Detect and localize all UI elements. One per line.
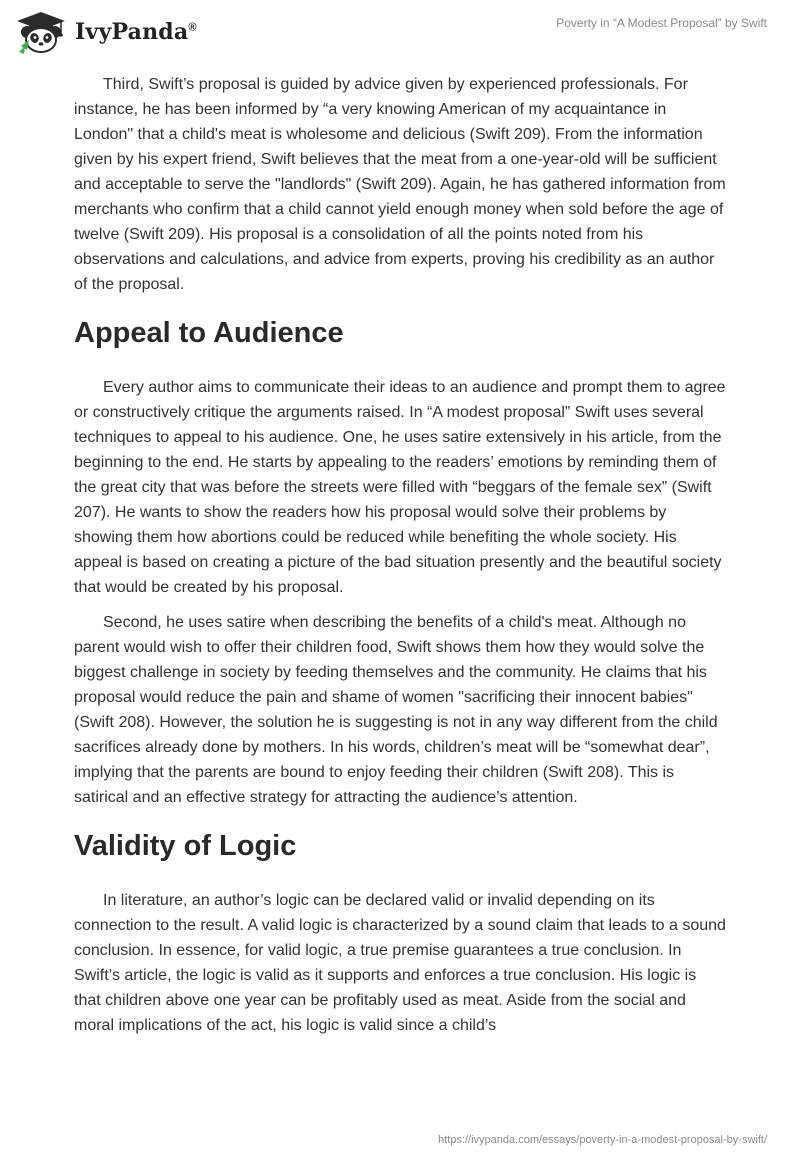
registered-mark: ® bbox=[188, 21, 197, 34]
source-url-link[interactable]: https://ivypanda.com/essays/poverty-in-a-modest-proposal-by-swift/ bbox=[438, 1134, 767, 1146]
paragraph-credibility: Third, Swift’s proposal is guided by advice given by experienced professionals. For instance, he has been informed by “a very knowing American of my acquaintance in London" that a child's meat is wholesome and delicious (Swift 209). From the information given by his expert friend, Swift believes that the meat from a one-year-old will be sufficient and acceptable to serve the "landlords" (Swift 209). Again, he has gathered information from merchants who confirm that a child cannot yield enough money when sold before the age of twelve (Swift 209). His proposal is a consolidation of all the points noted from his observations and calculations, and advice from experts, proving his credibility as an author of the proposal. bbox=[74, 76, 726, 293]
brand-name: IvyPanda® bbox=[75, 19, 197, 45]
brand-logo[interactable] bbox=[15, 10, 197, 54]
paragraph-appeal-2: Second, he uses satire when describing the benefits of a child's meat. Although no parent would wish to offer their children food, Swift shows them how they would solve the biggest challenge in society by feeding themselves and the community. He claims that his proposal would reduce the pain and shame of women "sacrificing their innocent babies" (Swift 208). However, the solution he is suggesting is not in any way different from the child sacrifices already done by mothers. In his words, children’s meat will be “somewhat dear”, implying that the parents are bound to enjoy feeding their children (Swift 208). This is satirical and an effective strategy for attracting the audience’s attention. bbox=[74, 614, 718, 806]
heading-appeal-to-audience: Appeal to Audience bbox=[74, 317, 344, 349]
page-header bbox=[0, 0, 800, 70]
document-title: Poverty in “A Modest Proposal” by Swift bbox=[556, 16, 767, 30]
essay-content bbox=[74, 72, 726, 1048]
paragraph-logic-1: In literature, an author’s logic can be declared valid or invalid depending on its connection to the result. A valid logic is characterized by a sound claim that leads to a sound conclusion. In essence, for valid logic, a true premise guarantees a true conclusion. In Swift’s article, the logic is valid as it supports and enforces a true conclusion. His logic is that children above one year can be profitably used as meat. Aside from the social and moral implications of the act, his logic is valid since a child’s bbox=[74, 892, 726, 1034]
paragraph-appeal-1: Every author aims to communicate their ideas to an audience and prompt them to agree or constructively critique the arguments raised. In “A modest proposal” Swift uses several techniques to appeal to his audience. One, he uses satire extensively in his article, from the beginning to the end. He starts by appealing to the readers’ emotions by reminding them of the great city that was before the streets were filled with “beggars of the female sex” (Swift 207). He wants to show the readers how his proposal would solve their problems by showing them how abortions could be reduced while benefiting the whole society. His appeal is based on creating a picture of the bad situation presently and the beautiful society that would be created by his proposal. bbox=[74, 379, 726, 596]
heading-validity-of-logic: Validity of Logic bbox=[74, 830, 297, 862]
panda-graduation-cap-icon bbox=[15, 10, 67, 54]
